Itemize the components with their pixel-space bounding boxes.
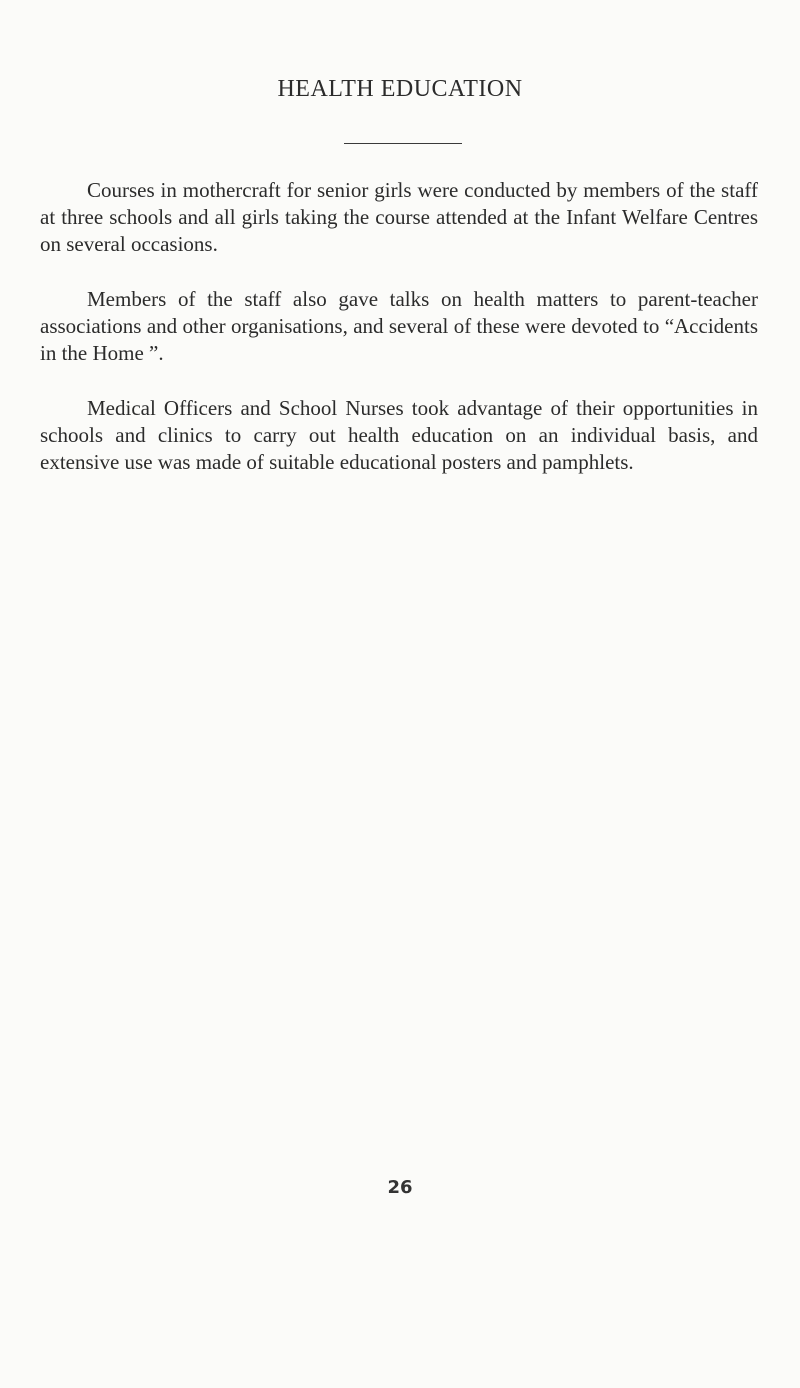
title-divider [344,143,462,144]
paragraph-staff-talks: Members of the staff also gave talks on health matters to parent-teacher associations and other organisations, and several of these were devoted to “Accidents in the Home ”. [40,287,758,365]
page-number: 26 [387,1177,413,1198]
paragraph-medical-officers: Medical Officers and School Nurses took advantage of their opportunities in schools and clinics to carry out health education on an individual basis, and extensive use was made of suitable educational posters and pamphlets. [40,396,758,474]
page-title: HEALTH EDUCATION [277,76,523,102]
body-text [40,177,758,504]
paragraph-mothercraft: Courses in mothercraft for senior girls were conducted by members of the staff at three schools and all girls taking the course attended at the Infant Welfare Centres on several occasions. [40,178,758,256]
